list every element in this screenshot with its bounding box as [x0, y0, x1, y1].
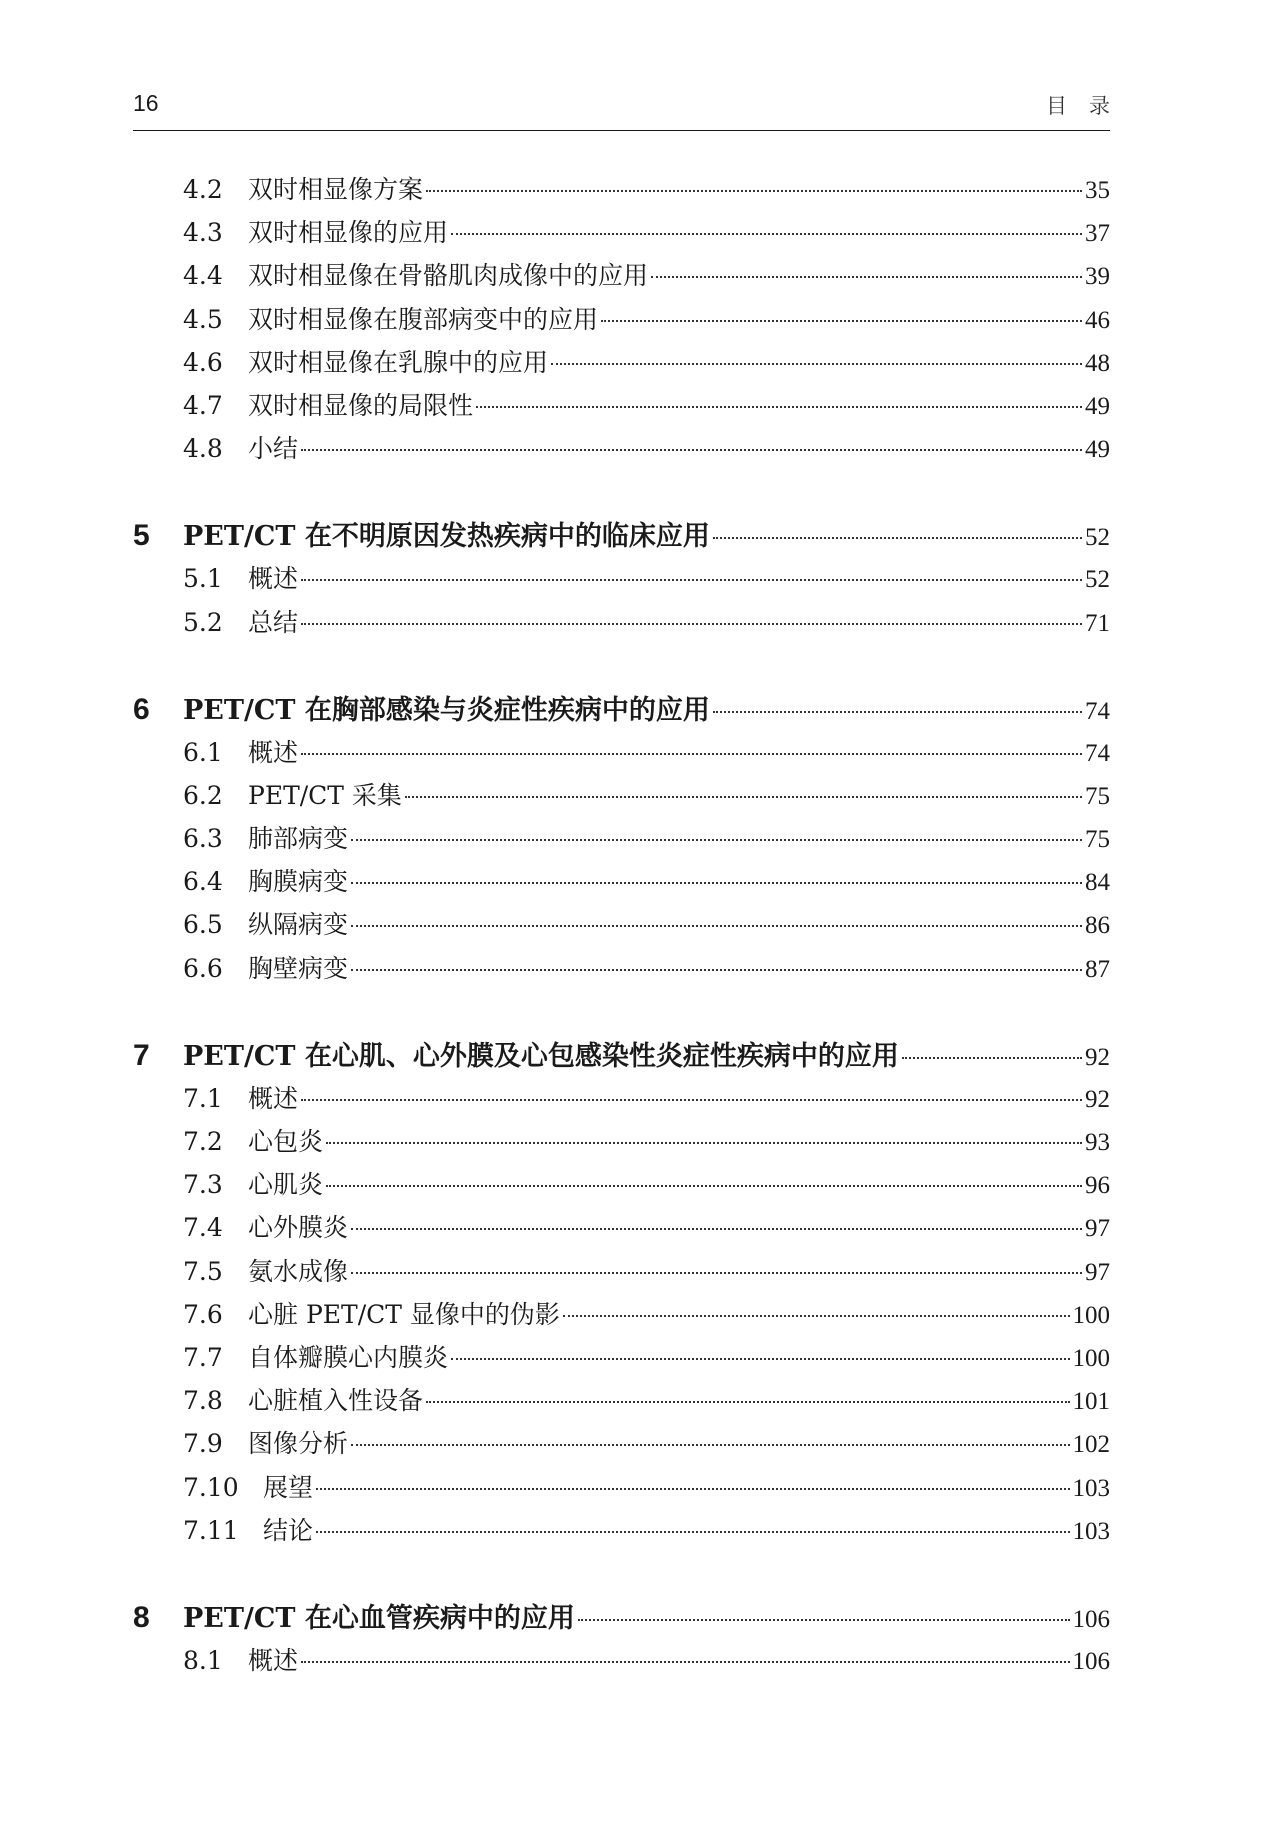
dot-leader: [451, 1358, 1069, 1360]
toc-section-entry[interactable]: [133, 903, 1110, 946]
chapter-spacer: [133, 644, 1110, 688]
entry-title: PET/CT 在胸部感染与炎症性疾病中的应用: [183, 694, 710, 726]
entry-page-number: 93: [1085, 1129, 1110, 1156]
entry-number: 7.2: [183, 1127, 223, 1156]
entry-title: 总结: [248, 607, 299, 637]
entry-page-number: 37: [1085, 220, 1110, 248]
toc-section-entry[interactable]: [133, 947, 1110, 990]
entry-number: 7.7: [183, 1342, 223, 1372]
entry-number: 7.9: [183, 1429, 223, 1459]
entry-title: PET/CT 在不明原因发热疾病中的临床应用: [183, 521, 710, 553]
entry-number: 5: [133, 519, 150, 553]
entry-page-number: 48: [1085, 349, 1110, 377]
dot-leader: [563, 1315, 1070, 1317]
entry-page-number: 100: [1072, 1344, 1110, 1372]
entry-page-number: 86: [1085, 912, 1110, 940]
entry-title: 心包炎: [248, 1127, 324, 1156]
entry-title: 概述: [248, 737, 299, 767]
page-header: [133, 88, 1132, 131]
entry-page-number: 103: [1072, 1474, 1110, 1502]
entry-title: 纵隔病变: [248, 910, 349, 940]
entry-page-number: 75: [1085, 826, 1110, 854]
entry-title: 心脏 PET/CT 显像中的伪影: [248, 1299, 560, 1329]
entry-number: 6.6: [183, 953, 223, 983]
dot-leader: [301, 579, 1082, 581]
entry-number: 6.4: [183, 867, 223, 897]
entry-title: 结论: [263, 1515, 314, 1545]
entry-title: 双时相显像的局限性: [248, 390, 474, 420]
entry-page-number: 92: [1085, 1085, 1110, 1113]
toc-section-entry[interactable]: [133, 1422, 1110, 1465]
entry-number: 7.10: [183, 1472, 239, 1502]
dot-leader: [301, 623, 1082, 625]
toc-section-entry[interactable]: [133, 341, 1110, 384]
toc-section-entry[interactable]: [133, 774, 1110, 817]
dot-leader: [351, 882, 1082, 884]
entry-number: 6.5: [183, 910, 223, 940]
toc-section-entry[interactable]: [133, 1509, 1110, 1552]
entry-number: 7.6: [183, 1299, 223, 1329]
entry-number: 7.11: [183, 1515, 239, 1545]
dot-leader: [351, 1228, 1082, 1230]
toc-chapter-entry[interactable]: [133, 514, 1110, 557]
dot-leader: [301, 1661, 1069, 1663]
dot-leader: [713, 537, 1082, 539]
chapter-spacer: [133, 470, 1110, 514]
entry-page-number: 102: [1072, 1431, 1110, 1459]
chapter-spacer: [133, 1552, 1110, 1596]
dot-leader: [351, 925, 1082, 927]
entry-title: 双时相显像在腹部病变中的应用: [248, 304, 599, 334]
entry-title: 心外膜炎: [248, 1213, 349, 1243]
toc-section-entry[interactable]: [133, 1639, 1110, 1682]
entry-number: 7.8: [183, 1386, 223, 1416]
toc-section-entry[interactable]: [133, 1466, 1110, 1509]
entry-page-number: 75: [1085, 782, 1110, 810]
toc-section-entry[interactable]: [133, 1163, 1110, 1206]
entry-number: 4.4: [183, 261, 223, 291]
dot-leader: [651, 276, 1082, 278]
entry-title: 双时相显像在乳腺中的应用: [248, 347, 549, 377]
entry-page-number: 74: [1085, 697, 1110, 725]
dot-leader: [601, 320, 1082, 322]
entry-page-number: 101: [1072, 1388, 1110, 1416]
entry-page-number: 97: [1085, 1258, 1110, 1286]
dot-leader: [351, 969, 1082, 971]
dot-leader: [301, 1099, 1082, 1101]
entry-number: 6.1: [183, 737, 223, 767]
entry-number: 8: [133, 1600, 150, 1634]
entry-title: 心肌炎: [248, 1170, 324, 1200]
page-number: 16: [133, 90, 159, 116]
entry-title: 肺部病变: [248, 824, 349, 854]
entry-number: 7.1: [183, 1083, 223, 1113]
entry-page-number: 39: [1085, 263, 1110, 291]
entry-number: 4.6: [183, 347, 223, 377]
toc-chapter-entry[interactable]: [133, 1034, 1110, 1077]
toc-section-entry[interactable]: [133, 1379, 1110, 1422]
dot-leader: [301, 449, 1082, 451]
toc-section-entry[interactable]: [133, 1120, 1110, 1163]
dot-leader: [902, 1057, 1082, 1059]
toc-section-entry[interactable]: [133, 298, 1110, 341]
entry-number: 4.8: [183, 434, 223, 464]
entry-page-number: 71: [1085, 609, 1110, 637]
entry-title: PET/CT 在心血管疾病中的应用: [183, 1602, 575, 1634]
dot-leader: [316, 1488, 1069, 1490]
dot-leader: [451, 233, 1082, 235]
toc-section-entry[interactable]: [133, 1293, 1110, 1336]
dot-leader: [326, 1142, 1082, 1144]
entry-number: 7.4: [183, 1213, 223, 1243]
entry-title: 胸壁病变: [248, 953, 349, 983]
dot-leader: [351, 1444, 1069, 1446]
toc-section-entry[interactable]: [133, 731, 1110, 774]
toc-section-entry[interactable]: [133, 860, 1110, 903]
entry-page-number: 96: [1085, 1172, 1110, 1200]
entry-page-number: 35: [1085, 177, 1110, 204]
entry-number: 4.2: [183, 175, 223, 204]
toc-section-entry[interactable]: [133, 1336, 1110, 1379]
entry-number: 7.5: [183, 1256, 223, 1286]
dot-leader: [426, 1401, 1069, 1403]
toc-section-entry[interactable]: [133, 211, 1110, 254]
entry-number: 8.1: [183, 1645, 223, 1675]
entry-title: 双时相显像的应用: [248, 218, 449, 248]
entry-number: 5.2: [183, 607, 223, 637]
entry-page-number: 103: [1072, 1517, 1110, 1545]
dot-leader: [351, 839, 1082, 841]
entry-number: 4.7: [183, 390, 223, 420]
entry-title: 双时相显像在骨骼肌肉成像中的应用: [248, 261, 649, 291]
entry-number: 6.3: [183, 824, 223, 854]
entry-page-number: 92: [1085, 1043, 1110, 1071]
entry-title: 双时相显像方案: [248, 175, 424, 204]
entry-number: 4.3: [183, 218, 223, 248]
entry-title: PET/CT 采集: [248, 780, 402, 810]
entry-page-number: 52: [1085, 566, 1110, 594]
toc-section-entry[interactable]: [133, 427, 1110, 470]
dot-leader: [476, 406, 1082, 408]
entry-title: 胸膜病变: [248, 867, 349, 897]
entry-page-number: 100: [1072, 1301, 1110, 1329]
entry-title: 概述: [248, 1083, 299, 1113]
dot-leader: [551, 363, 1082, 365]
toc-section-entry[interactable]: [133, 384, 1110, 427]
entry-number: 7: [133, 1038, 150, 1072]
dot-leader: [316, 1531, 1069, 1533]
entry-page-number: 46: [1085, 306, 1110, 334]
dot-leader: [578, 1619, 1070, 1621]
toc-section-entry[interactable]: [133, 601, 1110, 644]
entry-page-number: 84: [1085, 869, 1110, 897]
toc-section-entry[interactable]: [133, 817, 1110, 860]
entry-title: 自体瓣膜心内膜炎: [248, 1342, 449, 1372]
toc-section-entry[interactable]: [133, 1206, 1110, 1249]
entry-number: 5.1: [183, 564, 223, 594]
entry-title: 展望: [263, 1472, 314, 1502]
entry-title: 概述: [248, 564, 299, 594]
entry-number: 6: [133, 692, 150, 726]
entry-page-number: 52: [1085, 524, 1110, 552]
entry-title: 概述: [248, 1645, 299, 1675]
entry-title: 心脏植入性设备: [248, 1386, 424, 1416]
dot-leader: [405, 796, 1082, 798]
chapter-spacer: [133, 990, 1110, 1034]
toc-chapter-entry[interactable]: [133, 1596, 1110, 1639]
entry-number: 7.3: [183, 1170, 223, 1200]
entry-page-number: 87: [1085, 955, 1110, 983]
entry-page-number: 74: [1085, 739, 1110, 767]
entry-title: 氨水成像: [248, 1256, 349, 1286]
entry-page-number: 97: [1085, 1215, 1110, 1243]
entry-title: 小结: [248, 434, 299, 464]
toc-section-entry[interactable]: [133, 1077, 1110, 1120]
toc-section-entry[interactable]: [133, 254, 1110, 297]
entry-title: 图像分析: [248, 1429, 349, 1459]
entry-title: PET/CT 在心肌、心外膜及心包感染性炎症性疾病中的应用: [183, 1040, 899, 1072]
entry-page-number: 106: [1072, 1605, 1110, 1633]
toc-section-entry[interactable]: [133, 1250, 1110, 1293]
entry-page-number: 49: [1085, 436, 1110, 464]
table-of-contents: [133, 168, 1110, 1682]
toc-section-entry[interactable]: [133, 557, 1110, 600]
toc-chapter-entry[interactable]: [133, 688, 1110, 731]
dot-leader: [426, 190, 1082, 192]
dot-leader: [713, 711, 1082, 713]
running-title: 目录: [1046, 94, 1132, 118]
entry-number: 6.2: [183, 780, 223, 810]
dot-leader: [326, 1185, 1082, 1187]
entry-page-number: 49: [1085, 392, 1110, 420]
entry-page-number: 106: [1072, 1647, 1110, 1675]
toc-section-entry[interactable]: [133, 168, 1110, 211]
dot-leader: [351, 1272, 1082, 1274]
entry-number: 4.5: [183, 304, 223, 334]
dot-leader: [301, 753, 1082, 755]
